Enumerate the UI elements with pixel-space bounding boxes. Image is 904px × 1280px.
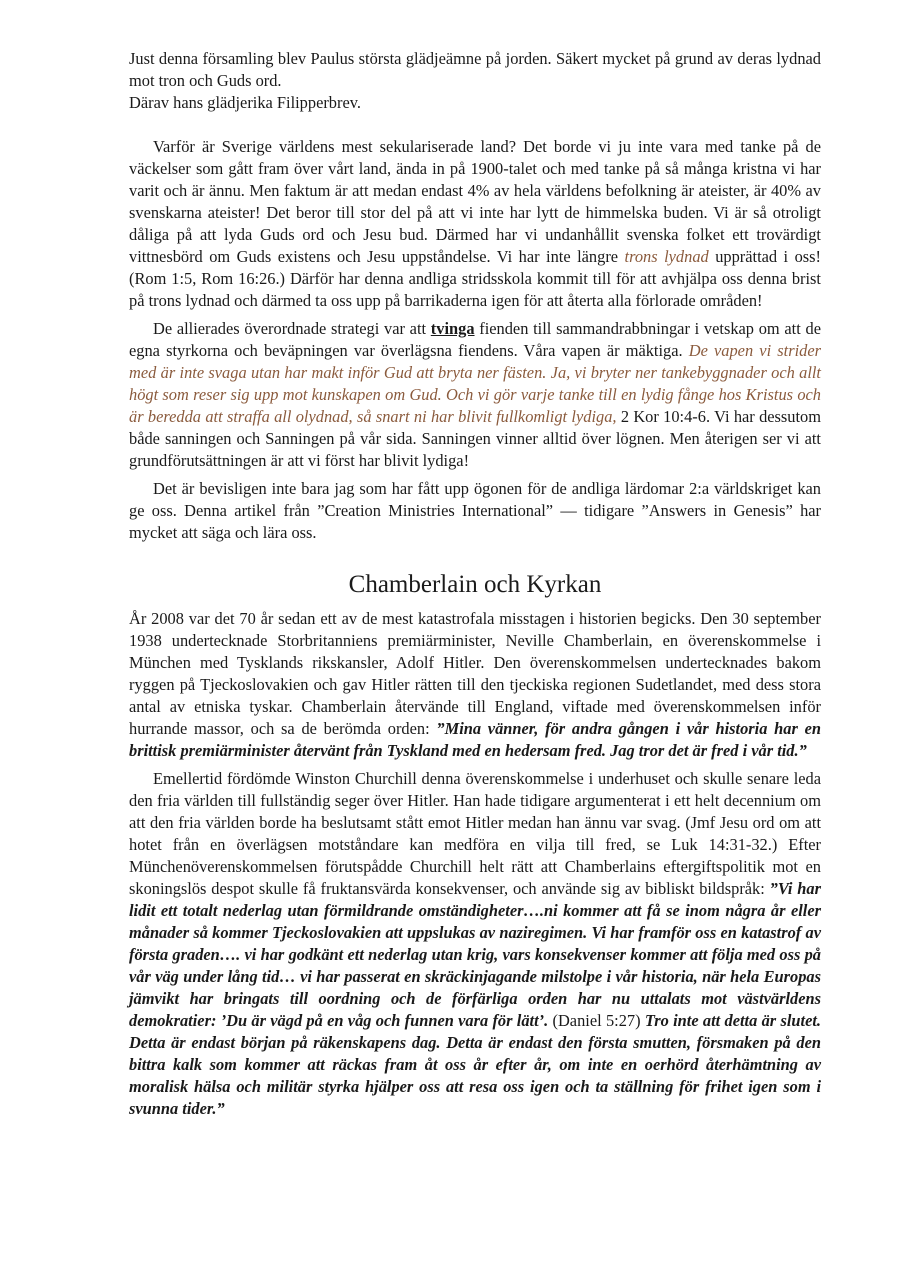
paragraph-secularization <box>129 136 821 312</box>
document-page <box>129 48 821 1120</box>
intro-paragraph <box>129 48 821 114</box>
scripture-quote: De vapen vi strider med är inte svaga utan har makt inför Gud att bryta ner fästen. Ja, vi bryter ner tankebyggnader och allt högt som reser sig upp mot kunskapen om Gud. Och vi gör varje tanke till en lydig fånge hos Kristus och är beredda att straffa all olydnad, så snart ni har blivit fullkomligt lydiga, <box>129 341 821 426</box>
emphasis-trons-lydnad: trons lydnad <box>624 247 709 266</box>
chamberlain-quote: ”Mina vänner, för andra gången i vår historia har en brittisk premiärminister återvänt från Tyskland med en hedersam fred. Jag tror det är fred i vår tid.” <box>129 719 821 760</box>
intro-line-2: Därav hans glädjerika Filipperbrev. <box>129 93 361 112</box>
churchill-quote-part-1: ”Vi har lidit ett totalt nederlag utan förmildrande omständigheter….ni kommer att få se inom några år eller månader så kommer Tjeckoslovakien att uppslukas av naziregimen. Vi har framför oss en katastrof av första graden…. vi har godkänt ett nederlag utan krig, vars konsekvenser kommer att följa med oss på vår väg under lång tid… vi har passerat en skräckinjagande milstolpe i vår historia, när hela Europas jämvikt har bringats till oordning och de förfärliga orden har nu uttalats mot västvärldens demokratier: ’Du är vägd på en våg och funnen vara för lätt’. <box>129 879 821 1030</box>
text-run: upprättad i oss! (Rom 1:5, Rom 16:26.) Därför har denna andliga stridsskola kommit till för att avhjälpa oss denna brist på trons lydnad och därmed ta oss upp på barrikaderna igen för att återta alla förlorade områden! <box>129 247 821 310</box>
text-run: År 2008 var det 70 år sedan ett av de mest katastrofala misstagen i historien begicks. Den 30 september 1938 undertecknade Storbritanniens premiärminister, Neville Chamberlain, en överenskommelse i München med Tysklands rikskansler, Adolf Hitler. Den överenskommelsen undertecknades bakom ryggen på Tjeckoslovakien och gav Hitler rätten till den tjeckiska regionen Sudetlandet, med dess stora antal av etniska tyskar. Chamberlain återvände till England, viftade med överenskommelsen inför hurrande massor, och sa de berömda orden: <box>129 609 821 738</box>
paragraph-churchill <box>129 768 821 1120</box>
paragraph-article-intro: Det är bevisligen inte bara jag som har fått upp ögonen för de andliga lärdomar 2:a världskriget kan ge oss. Denna artikel från ”Creation Ministries International” — tidigare ”Answers in Genesis” har mycket att säga och lära oss. <box>129 479 821 542</box>
text-run: Emellertid fördömde Winston Churchill denna överenskommelse i underhuset och skulle senare leda den fria världen till fullständig seger över Hitler. Han hade tidigare argumenterat i ett helt decennium om att den fria världen borde ha beslutsamt stått emot Hitler medan han ännu var svag. (Jmf Jesu ord om att hotet från en överlägsen motståndare kan medföra en vilja till fred, se Luk 14:31-32.) Efter Münchenöverenskommelsen förutspådde Churchill helt rätt att Chamberlains eftergiftspolitik mot en skoningslös despot skulle få fruktansvärda konsekvenser, och använde sig av bibliskt bildspråk: <box>129 769 821 898</box>
text-run: Varför är Sverige världens mest sekulariserade land? Det borde vi ju inte vara med tanke på de väckelser som gått fram över vårt land, ända in på 1900-talet och med tanke på så många kristna vi har varit och är ännu. Men faktum är att medan endast 4% av hela världens befolkning är ateister, är 40% av svenskarna ateister! Det beror till stor del på att vi inte har lytt de himmelska buden. Vi är så otroligt dåliga på att lyda Guds ord och Jesu bud. Därmed har vi undanhållit svenska folket ett trovärdigt vittnesbörd om Guds existens och Jesu uppståndelse. Vi har inte längre <box>129 137 821 266</box>
emphasis-tvinga: tvinga <box>430 319 475 338</box>
daniel-reference: (Daniel 5:27) <box>548 1011 645 1030</box>
intro-line-1: Just denna församling blev Paulus största glädjeämne på jorden. Säkert mycket på grund av deras lydnad mot tron och Guds ord. <box>129 49 821 90</box>
paragraph-strategy <box>129 318 821 472</box>
text-run: 2 Kor 10:4-6. Vi har dessutom både sanningen och Sanningen på vår sida. Sanningen vinner alltid över lögnen. Men återigen ser vi att grundförutsättningen är att vi först har blivit lydiga! <box>129 407 822 470</box>
paragraph-munich <box>129 608 821 762</box>
section-heading: Chamberlain och Kyrkan <box>348 571 602 598</box>
churchill-quote-part-2: Tro inte att detta är slutet. Detta är endast början på räkenskapens dag. Detta är endast den första smutten, försmaken på den bittra kalk som kommer att räckas fram åt oss år efter år, om inte en oerhörd återhämtning av moralisk hälsa och militär styrka hjälper oss att resa oss igen och ta ställning för frihet igen som i svunna tider.” <box>129 1011 821 1118</box>
text-run: De allierades överordnade strategi var att <box>153 319 431 338</box>
text-run: fienden till sammandrabbningar i vetskap om att de egna styrkorna och beväpningen var överlägsna fiendens. Våra vapen är mäktiga. <box>129 319 821 360</box>
